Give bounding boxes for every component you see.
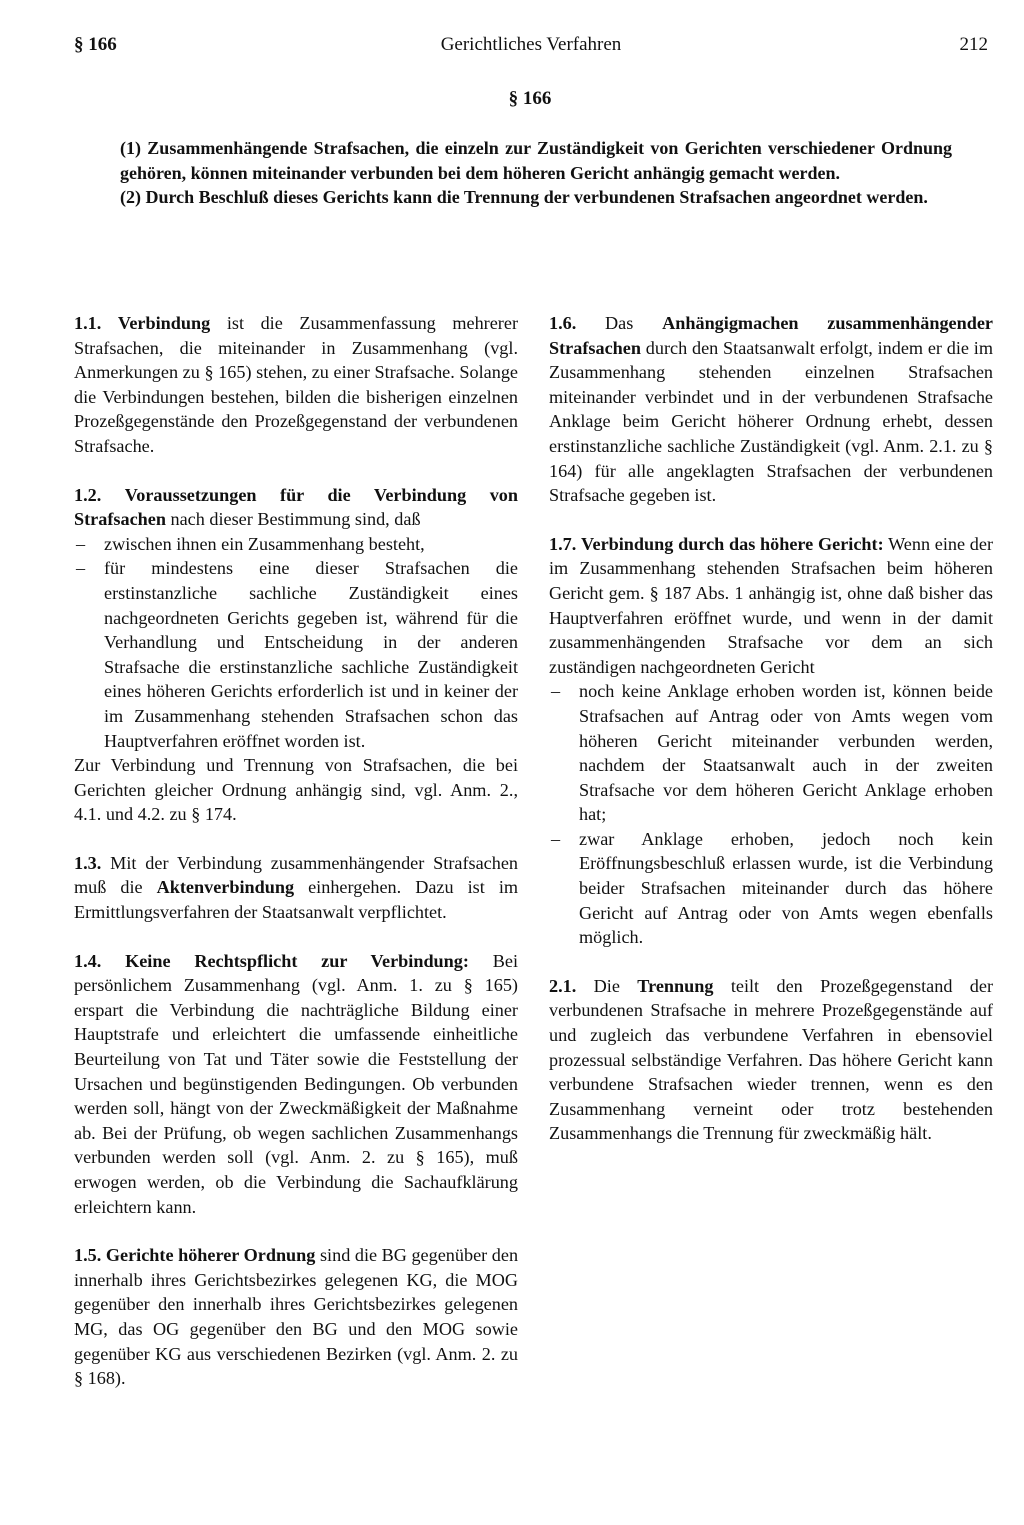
note-text: Das <box>605 313 634 333</box>
note-term: Anhängigmachen zusammenhängender Strafsachen <box>549 313 994 358</box>
note-number: 1.4. <box>74 950 102 971</box>
note-intro: nach dieser Bestimmung sind, daß <box>170 509 421 530</box>
commentary-column-left <box>74 311 518 1415</box>
note-1-7 <box>549 532 993 950</box>
note-intro: Wenn eine der im Zusammenhang stehenden Strafsachen beim höheren Gericht gem. § 187 Abs. 1 anhängig ist, ohne daß bisher das Hauptverfahren eröffnet wurde, und wenn in der damit zusammenhängenden Strafsache vor dem an sich zuständigen nachgeordneten Gericht <box>549 533 994 677</box>
header-title: Gerichtliches Verfahren <box>440 34 622 55</box>
list-item: – zwar Anklage erhoben, jedoch noch kein Eröffnungsbeschluß erlassen wurde, ist die Verbindung beider Strafsachen miteinander durch das höhere Gericht auf Antrag oder von Amts wegen ebenfalls möglich. <box>549 827 993 950</box>
note-text: Die <box>593 975 620 996</box>
note-1-6 <box>549 311 993 508</box>
note-number: 1.6. <box>549 313 577 333</box>
header-section-number: § 166 <box>74 34 117 55</box>
statute-text <box>120 136 952 210</box>
note-text: ist die Zusammenfassung mehrerer Strafsachen, die miteinander in Zusammenhang (vgl. Anmerkungen zu § 165) stehen, zu einer Strafsache. Solange die Verbindungen bestehen, bilden die bisherigen einzelnen Prozeßgegenstände den Prozeßgegenstand der verbundenen Strafsache. <box>74 313 518 456</box>
note-text: Mit der Verbindung zusammenhängender Strafsachen muß die <box>74 852 519 898</box>
note-number: 1.5. <box>74 1245 102 1266</box>
note-term: Gerichte höherer Ordnung <box>105 1245 316 1266</box>
note-term: Keine Rechtspflicht zur Verbindung: <box>125 950 469 971</box>
note-1-5 <box>74 1243 518 1391</box>
list-item: – für mindestens eine dieser Strafsachen die erstinstanzliche sachliche Zuständigkeit eines nachgeordneten Gerichts gegeben ist, während für die Verhandlung und Entscheidung in der anderen Strafsache die erstinstanzliche sachliche Zuständigkeit eines höheren Gerichts erforderlich ist und in keiner der im Zusammenhang stehenden Strafsachen schon das Hauptverfahren eröffnet worden ist. <box>74 556 518 753</box>
note-number: 1.2. <box>74 484 102 505</box>
note-text: sind die BG gegenüber den innerhalb ihres Gerichtsbezirkes gelegenen KG, die MOG gegenüber den innerhalb ihres Gerichtsbezirkes gelegenen MG, das OG gegenüber den BG und den MOG sowie gegenüber KG aus verschiedenen Bezirken (vgl. Anm. 2. zu § 168). <box>74 1245 519 1389</box>
list-item: – zwischen ihnen ein Zusammenhang besteht, <box>74 532 518 557</box>
note-text: durch den Staatsanwalt erfolgt, indem er die im Zusammenhang stehenden einzelnen Strafsachen miteinander verbindet und in der verbundenen Strafsache Anklage beim Gericht höherer Ordnung erhebt, dessen erstinstanzliche sachliche Zuständigkeit (vgl. Anm. 2.1. zu § 164) für alle angeklagten Strafsachen der verbundenen Strafsache gegeben ist. <box>549 337 993 506</box>
note-number: 1.7. <box>549 533 577 554</box>
note-outro: Zur Verbindung und Trennung von Strafsachen, die bei Gerichten gleicher Ordnung anhängig sind, vgl. Anm. 2., 4.1. und 4.2. zu § 174. <box>74 755 518 825</box>
note-term: Voraussetzungen für die Verbindung von Strafsachen <box>74 484 519 530</box>
section-heading: § 166 <box>508 88 552 109</box>
page-number: 212 <box>959 34 988 55</box>
statute-paragraph-2: (2) Durch Beschluß dieses Gerichts kann die Trennung der verbundenen Strafsachen angeordnet werden. <box>120 187 928 208</box>
note-text: teilt den Prozeßgegenstand der verbundenen Strafsache in mehrere Prozeßgegenstände auf und zugleich das verbundene Verfahren in ebensoviel prozessual selbständige Verfahren. Das höhere Gericht kann verbundene Strafsachen wieder trennen, wenn es den Zusammenhang verneint oder trotz bestehenden Zusammenhangs die Trennung für zweckmäßig hält. <box>549 975 994 1144</box>
running-header <box>74 34 988 60</box>
note-term: Verbindung durch das höhere Gericht: <box>581 533 884 554</box>
note-term: Trennung <box>637 975 714 996</box>
note-1-2 <box>74 483 518 827</box>
note-1-1 <box>74 311 518 459</box>
note-number: 1.1. <box>74 313 102 333</box>
note-number: 2.1. <box>549 975 577 996</box>
note-2-1 <box>549 974 993 1146</box>
note-number: 1.3. <box>74 852 102 873</box>
note-term: Aktenverbindung <box>156 877 295 898</box>
note-1-3 <box>74 851 518 925</box>
commentary-column-right <box>549 311 993 1170</box>
statute-paragraph-1: (1) Zusammenhängende Strafsachen, die einzeln zur Zuständigkeit von Gerichten verschiedener Ordnung gehören, können miteinander verbunden bei dem höheren Gericht anhängig gemacht werden. <box>120 138 952 183</box>
condition-list <box>74 532 518 753</box>
note-term: Verbindung <box>117 313 211 333</box>
list-item: – noch keine Anklage erhoben worden ist, können beide Strafsachen auf Antrag oder von Amts wegen vom höheren Gericht miteinander verbunden werden, nachdem der Staatsanwalt auch in der zweiten Strafsache vor dem höheren Gericht Anklage erhoben hat; <box>549 679 993 827</box>
case-list <box>549 679 993 950</box>
note-text: einhergehen. Dazu ist im Ermittlungsverfahren der Staatsanwalt verpflichtet. <box>74 877 519 923</box>
note-text: Bei persönlichem Zusammenhang (vgl. Anm. 1. zu § 165) erspart die Verbindung die nachträgliche Bildung einer Hauptstrafe und erleichtert die umfassende einheitliche Beurteilung von Tat und Täter sowie die Feststellung der Ursachen und begünstigenden Bedingungen. Ob verbunden werden soll, hängt von der Zweckmäßigkeit der Maßnahme ab. Bei der Prüfung, ob wegen sachlichen Zusammenhangs verbunden werden soll (vgl. Anm. 2. zu § 165), muß erwogen werden, ob die Verbindung die Sachaufklärung erleichtern kann. <box>74 950 519 1217</box>
note-1-4 <box>74 949 518 1220</box>
